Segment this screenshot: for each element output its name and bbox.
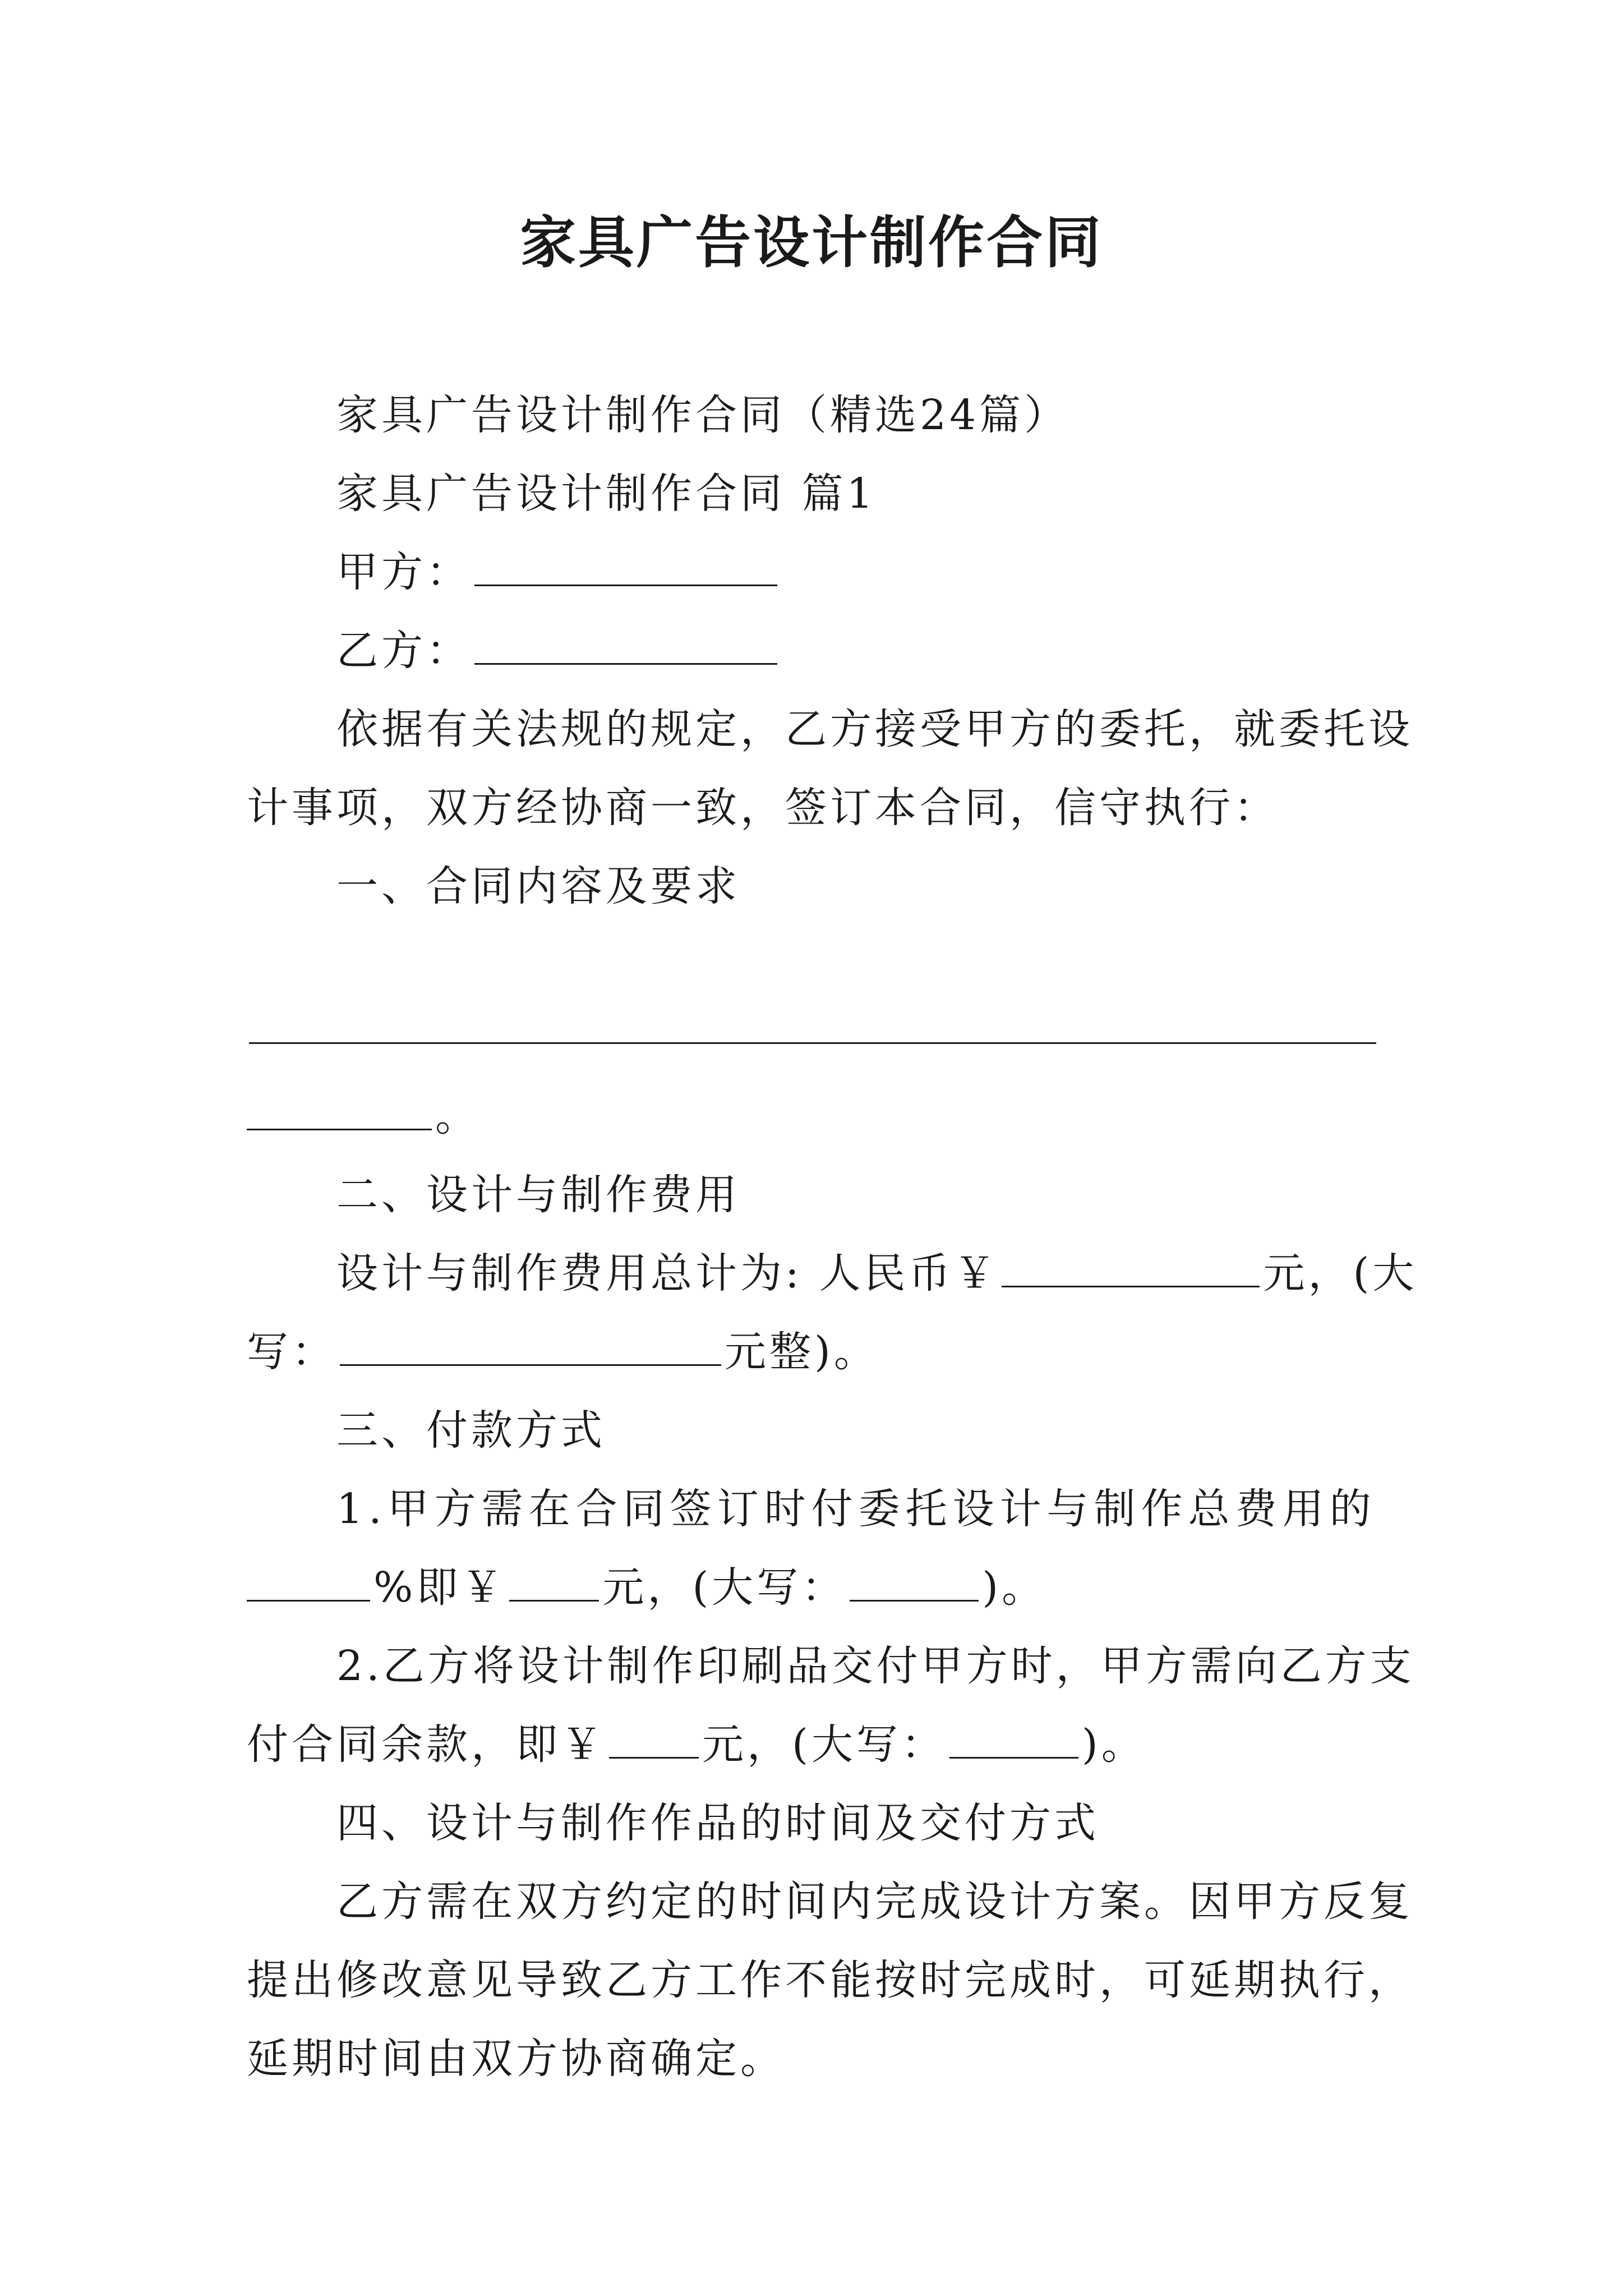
section-heading: 家具广告设计制作合同 篇1 (336, 470, 877, 518)
payment-1-line-2 (247, 1559, 1046, 1616)
party-a-line (336, 544, 781, 600)
clause-4-line-1: 乙方需在双方约定的时间内完成设计方案。因甲方反复 (336, 1878, 1413, 1926)
fee-capital-blank (340, 1329, 721, 1366)
payment-1-yuan: 元，(大写： (602, 1563, 847, 1612)
payment-2-amount-blank (609, 1722, 699, 1759)
fee-line-1 (336, 1245, 1417, 1301)
payment-1-line-1: 1.甲方需在合同签订时付委托设计与制作总费用的 (336, 1485, 1377, 1533)
fee-line2-prefix: 写： (247, 1328, 336, 1376)
heading-3: 三、付款方式 (336, 1406, 606, 1455)
payment-1-capital-blank (850, 1565, 979, 1602)
payment-2-capital-blank (949, 1722, 1078, 1759)
payment-2-line-1: 2.乙方将设计制作印刷品交付甲方时，甲方需向乙方支 (336, 1642, 1415, 1690)
fee-line2-suffix: 元整)。 (725, 1328, 879, 1376)
fee-line-2 (247, 1324, 879, 1380)
content-blank-short (247, 1094, 432, 1130)
content-end-mark: 。 (435, 1092, 480, 1140)
fee-mid: 元，(大 (1263, 1249, 1418, 1297)
party-b-blank (474, 628, 777, 665)
heading-2: 二、设计与制作费用 (336, 1171, 740, 1219)
payment-2-end: )。 (1081, 1720, 1146, 1769)
document-title: 家具广告设计制作合同 (520, 209, 1103, 275)
payment-2-yuan: 元，(大写： (702, 1720, 946, 1769)
clause-4-line-2: 提出修改意见导致乙方工作不能按时完成时，可延期执行， (247, 1956, 1413, 2004)
payment-1-pct-blank (247, 1565, 370, 1602)
payment-1-pct: %即￥ (374, 1563, 506, 1612)
payment-1-end: )。 (982, 1563, 1047, 1612)
content-blank-end-line (247, 1088, 480, 1144)
clause-4-line-3: 延期时间由双方协商确定。 (247, 2035, 785, 2083)
fee-prefix: 设计与制作费用总计为: 人民币￥ (336, 1249, 999, 1297)
intro-line-2: 计事项，双方经协商一致，签订本合同，信守执行： (247, 784, 1279, 832)
party-b-line (336, 623, 781, 679)
payment-2-prefix: 付合同余款，即￥ (247, 1720, 606, 1769)
payment-2-line-2 (247, 1717, 1146, 1773)
heading-1: 一、合同内容及要求 (336, 862, 740, 910)
party-a-blank (474, 550, 777, 586)
intro-line-1: 依据有关法规的规定，乙方接受甲方的委托，就委托设 (336, 705, 1413, 753)
content-blank-long (249, 1042, 1376, 1044)
heading-4: 四、设计与制作作品的时间及交付方式 (336, 1799, 1099, 1847)
party-b-label: 乙方： (336, 627, 471, 675)
fee-amount-blank (1002, 1251, 1260, 1287)
party-a-label: 甲方： (336, 548, 471, 596)
subtitle: 家具广告设计制作合同（精选24篇） (336, 391, 1069, 439)
payment-1-amount-blank (509, 1565, 599, 1602)
